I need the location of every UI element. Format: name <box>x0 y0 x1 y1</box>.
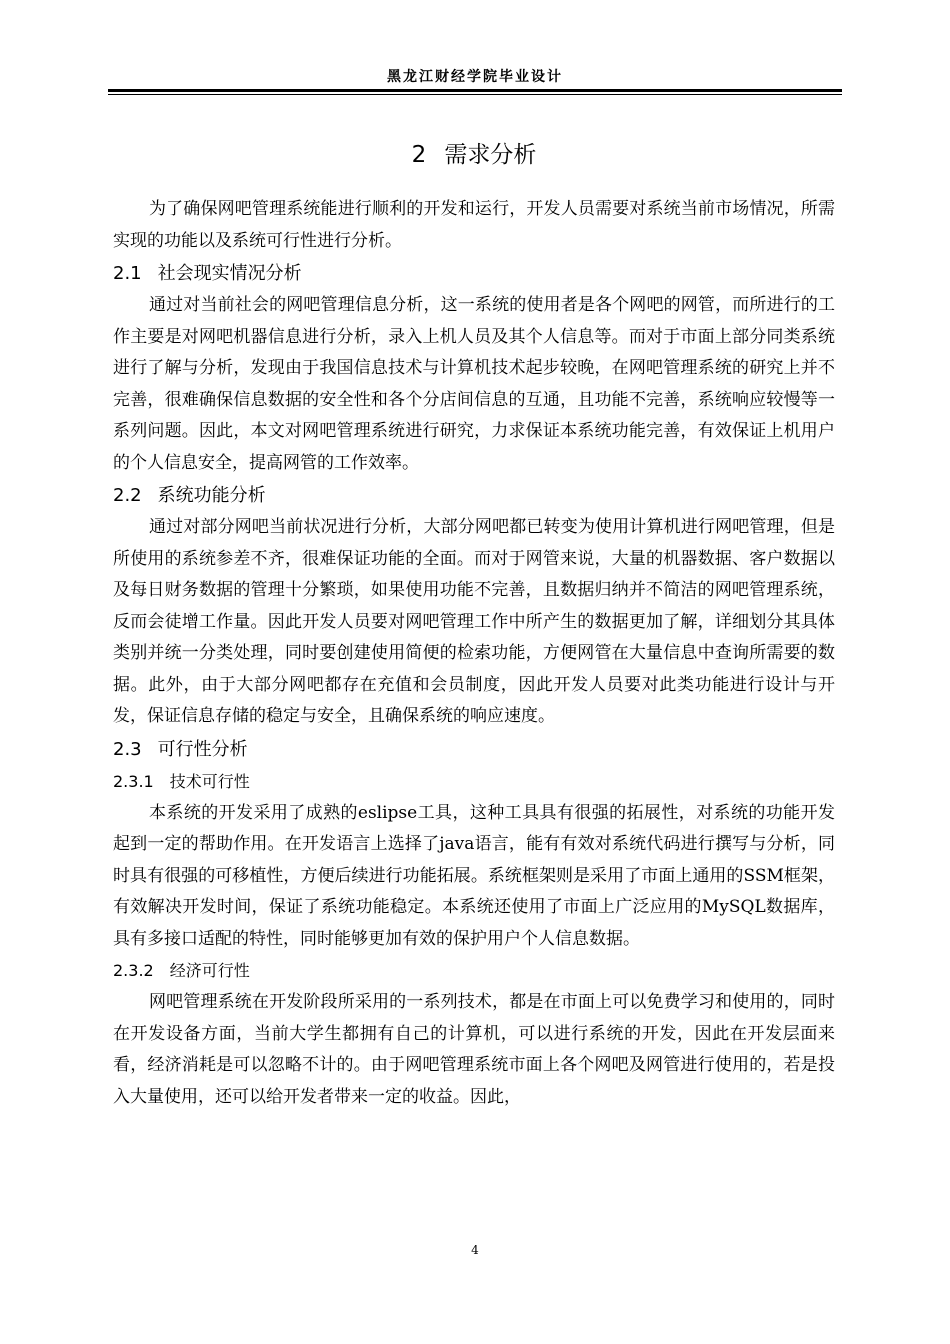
subsection-heading-2-3-1 <box>113 766 835 798</box>
section-heading-2-1 <box>113 257 835 290</box>
section-number: 2.3 <box>113 738 142 760</box>
subsection-title: 技术可行性 <box>169 771 250 791</box>
chapter-title-text: 需求分析 <box>444 142 537 168</box>
chapter-title <box>113 138 835 172</box>
section-2-1-paragraph: 通过对当前社会的网吧管理信息分析，这一系统的使用者是各个网吧的网管，而所进行的工作主要是对网吧机器信息进行分析，录入上机人员及其个人信息等。而对于市面上部分同类系统进行了解与分析，发现由于我国信息技术与计算机技术起步较晚，在网吧管理系统的研究上并不完善，很难确保信息数据的安全性和各个分店间信息的互通，且功能不完善，系统响应较慢等一系列问题。因此，本文对网吧管理系统进行研究，力求保证本系统功能完善，有效保证上机用户的个人信息安全，提高网管的工作效率。 <box>113 295 835 473</box>
header-rule-thick <box>108 89 842 92</box>
subsection-title: 经济可行性 <box>169 961 250 980</box>
section-2-2-paragraph: 通过对部分网吧当前状况进行分析，大部分网吧都已转变为使用计算机进行网吧管理，但是所使用的系统参差不齐，很难保证功能的全面。而对于网管来说，大量的机器数据、客户数据以及每日财务数据的管理十分繁琐，如果使用功能不完善，且数据归纳并不简洁的网吧管理系统，反而会徒增工作量。因此开发人员要对网吧管理工作中所产生的数据更加了解，详细划分其具体类别并统一分类处理，同时要创建使用简便的检索功能，方便网管在大量信息中查询所需要的数据。此外，由于大部分网吧都存在充值和会员制度，因此开发人员要对此类功能进行设计与开发，保证信息存储的稳定与安全，且确保系统的响应速度。 <box>113 517 835 726</box>
page-header: 黑龙江财经学院毕业设计 <box>387 69 563 85</box>
page-number: 4 <box>471 1243 479 1257</box>
section-heading-2-3 <box>113 733 835 766</box>
header-rule-thin <box>108 94 842 95</box>
subsection-2-3-2-paragraph: 网吧管理系统在开发阶段所采用的一系列技术，都是在市面上可以免费学习和使用的，同时在开发设备方面，当前大学生都拥有自己的计算机，可以进行系统的开发，因此在开发层面来看，经济消耗是可以忽略不计的。由于网吧管理系统市面上各个网吧及网管进行使用的，若是投入大量使用，还可以给开发者带来一定的收益。因此， <box>113 992 835 1107</box>
chapter-number: 2 <box>411 142 427 168</box>
section-title: 社会现实情况分析 <box>157 263 302 284</box>
subsection-2-3-1-paragraph: 本系统的开发采用了成熟的eslipse工具，这种工具具有很强的拓展性，对系统的功能开发起到一定的帮助作用。在开发语言上选择了java语言，能有有效对系统代码进行撰写与分析，同时具有很强的可移植性，方便后续进行功能拓展。系统框架则是采用了市面上通用的SSM框架，有效解决开发时间，保证了系统功能稳定。本系统还使用了市面上广泛应用的MySQL数据库，具有多接口适配的特性，同时能够更加有效的保护用户个人信息数据。 <box>113 802 835 949</box>
subsection-heading-2-3-2 <box>113 955 835 987</box>
intro-paragraph: 为了确保网吧管理系统能进行顺利的开发和运行，开发人员需要对系统当前市场情况，所需实现的功能以及系统可行性进行分析。 <box>113 199 835 251</box>
section-number: 2.2 <box>113 485 142 506</box>
subsection-number: 2.3.2 <box>113 961 154 980</box>
section-heading-2-2 <box>113 479 835 512</box>
section-title: 可行性分析 <box>157 738 248 760</box>
page-content <box>113 138 835 1113</box>
section-title: 系统功能分析 <box>157 485 266 506</box>
subsection-number: 2.3.1 <box>113 771 154 791</box>
section-number: 2.1 <box>113 263 142 284</box>
